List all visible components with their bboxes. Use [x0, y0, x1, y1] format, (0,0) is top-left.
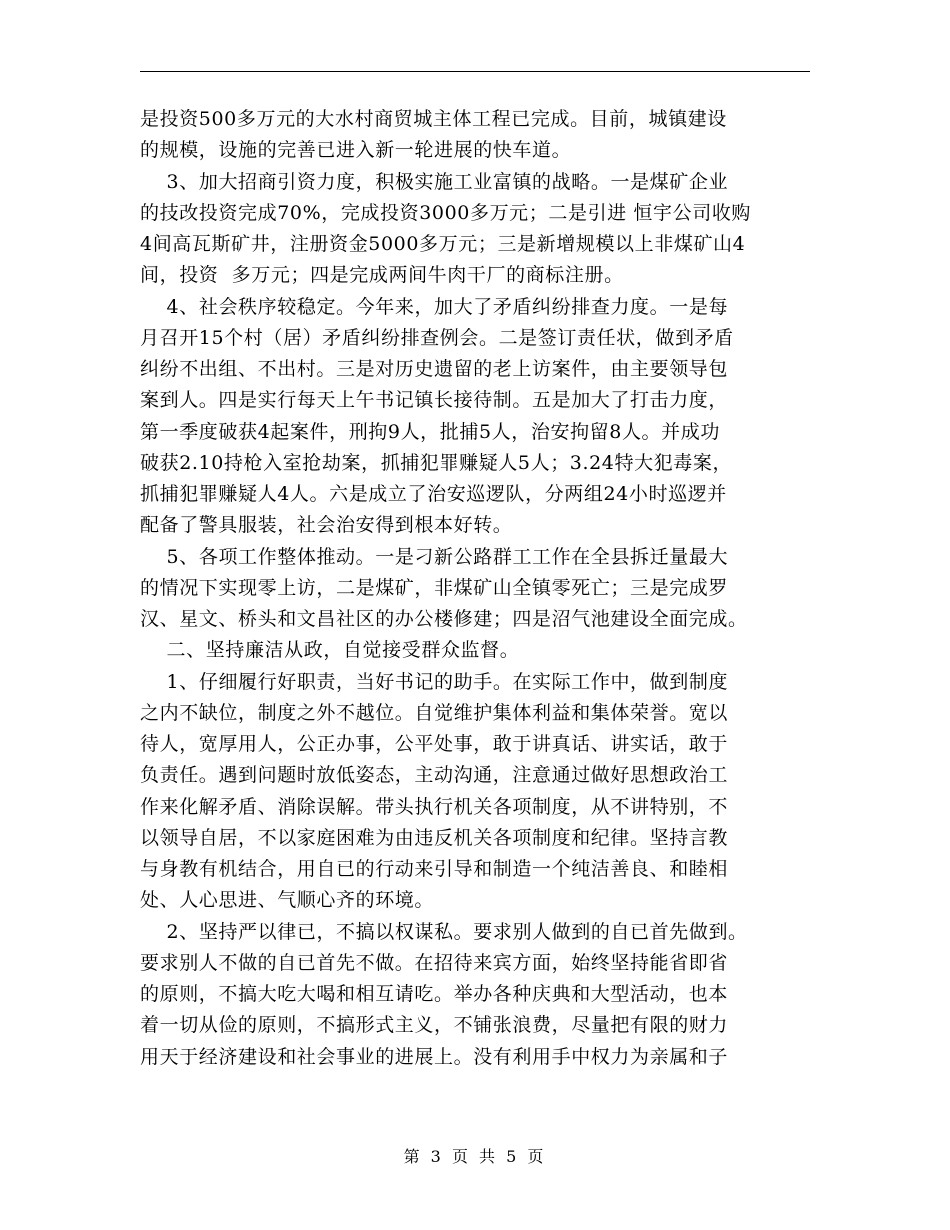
text-line: 二、坚持廉洁从政，自觉接受群众监督。	[140, 639, 520, 662]
page-number: 第 3 页 共 5 页	[403, 1147, 547, 1166]
text-line: 是投资500多万元的大水村商贸城主体工程已完成。目前，城镇建设	[140, 108, 727, 130]
text-line: 作来化解矛盾、消除误解。带头执行机关各项制度，从不讲特别，不	[140, 795, 729, 818]
text-line: 5、各项工作整体推动。一是刁新公路群工工作在全县拆迁量最大	[140, 545, 729, 568]
text-line: 用天于经济建设和社会事业的进展上。没有利用手中权力为亲属和子	[140, 1045, 729, 1068]
text-line: 抓捕犯罪赚疑人4人。六是成立了治安巡逻队，分两组24小时巡逻并	[140, 483, 727, 505]
text-line: 配备了警具服装，社会治安得到根本好转。	[140, 514, 513, 537]
header-rule	[140, 71, 810, 72]
text-line: 2、坚持严以律已，不搞以权谋私。要求别人做到的自已首先做到。	[140, 920, 748, 943]
text-line: 1、仔细履行好职责，当好书记的助手。在实际工作中，做到制度	[140, 670, 729, 693]
text-line: 间，投资 多万元；四是完成两间牛肉干厂的商标注册。	[140, 264, 624, 287]
text-line: 的原则，不搞大吃大喝和相互请吃。举办各种庆典和大型活动，也本	[140, 983, 729, 1005]
text-line: 案到人。四是实行每天上午书记镇长接待制。五是加大了打击力度，	[140, 389, 729, 412]
text-line: 第一季度破获4起案件，刑拘9人，批捕5人，治安拘留8人。并成功	[140, 420, 720, 443]
text-line: 3、加大招商引资力度，积极实施工业富镇的战略。一是煤矿企业	[140, 170, 729, 193]
text-line: 的情况下实现零上访，二是煤矿，非煤矿山全镇零死亡；三是完成罗	[140, 576, 729, 599]
text-line: 与身教有机结合，用自已的行动来引导和制造一个纯洁善良、和睦相	[140, 858, 729, 880]
text-line: 之内不缺位，制度之外不越位。自觉维护集体利益和集体荣誉。宽以	[140, 701, 729, 724]
body-text	[140, 104, 830, 1073]
text-line: 以领导自居，不以家庭困难为由违反机关各项制度和纪律。坚持言教	[140, 826, 729, 849]
text-line: 待人，宽厚用人，公正办事，公平处事，敢于讲真话、讲实话，敢于	[140, 733, 729, 755]
text-line: 月召开15个村（居）矛盾纠纷排查例会。二是签订责任状，做到矛盾	[140, 326, 734, 349]
page-footer	[0, 1145, 950, 1169]
text-line: 的规模，设施的完善已进入新一轮进展的快车道。	[140, 139, 572, 162]
text-line: 负责任。遇到问题时放低姿态，主动沟通，注意通过做好思想政治工	[140, 764, 729, 787]
text-line: 纠纷不出组、不出村。三是对历史遗留的老上访案件，由主要领导包	[140, 358, 729, 380]
text-line: 4、社会秩序较稳定。今年来，加大了矛盾纠纷排查力度。一是每	[140, 295, 729, 318]
text-line: 处、人心思进、气顺心齐的环境。	[140, 889, 435, 912]
text-line: 的技改投资完成70%，完成投资3000多万元；二是引进 恒宇公司收购	[140, 201, 752, 224]
text-line: 破获2.10持枪入室抢劫案，抓捕犯罪赚疑人5人；3.24特大犯毒案，	[140, 451, 733, 474]
text-line: 4间高瓦斯矿井，注册资金5000多万元；三是新增规模以上非煤矿山4	[140, 233, 746, 255]
text-line: 汉、星文、桥头和文昌社区的办公楼修建；四是沼气池建设全面完成。	[140, 608, 748, 630]
text-line: 着一切从俭的原则，不搞形式主义，不铺张浪费，尽量把有限的财力	[140, 1014, 729, 1037]
text-line: 要求别人不做的自已首先不做。在招待来宾方面，始终坚持能省即省	[140, 951, 729, 974]
